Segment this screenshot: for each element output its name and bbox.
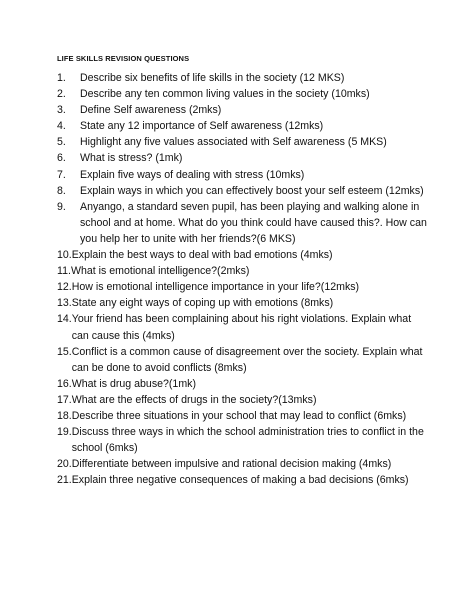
question-text xyxy=(72,311,467,343)
question-list xyxy=(57,70,467,488)
question-item xyxy=(57,134,467,150)
question-text-line: Anyango, a standard seven pupil, has been playing and walking alone in xyxy=(80,200,420,213)
question-number: 15. xyxy=(57,345,72,358)
question-item xyxy=(57,199,467,247)
question-text-line: Highlight any five values associated with Self awareness (5 MKS) xyxy=(80,136,387,149)
question-text-line: Explain five ways of dealing with stress (10mks) xyxy=(80,168,305,181)
question-text-line: can cause this (4mks) xyxy=(71,329,175,342)
question-number: 17. xyxy=(57,393,72,406)
question-text xyxy=(80,102,467,118)
question-item xyxy=(57,392,467,408)
question-item xyxy=(57,102,467,118)
question-item xyxy=(57,408,467,424)
question-text-line: Describe six benefits of life skills in the society (12 MKS) xyxy=(80,72,345,84)
question-text-line: Define Self awareness (2mks) xyxy=(80,104,222,117)
question-item xyxy=(57,279,467,295)
question-text-line: Discuss three ways in which the school administration tries to conflict in the xyxy=(71,426,424,439)
question-number: 16. xyxy=(57,377,72,390)
question-item xyxy=(57,183,467,199)
question-text-line: State any eight ways of coping up with emotions (8mks) xyxy=(71,297,334,310)
question-item xyxy=(57,167,467,183)
question-text-line: Conflict is a common cause of disagreement over the society. Explain what xyxy=(71,345,423,358)
question-text xyxy=(80,86,467,102)
question-text-line: Explain ways in which you can effectively boost your self esteem (12mks) xyxy=(80,184,424,197)
question-number: 1. xyxy=(57,72,66,84)
question-item xyxy=(57,150,467,166)
question-item xyxy=(57,263,467,279)
question-text-line: How is emotional intelligence importance in your life?(12mks) xyxy=(71,281,360,294)
question-number: 7. xyxy=(57,168,66,181)
question-item xyxy=(57,295,467,311)
question-item xyxy=(57,311,467,343)
question-text xyxy=(72,392,467,408)
question-text-line: What is stress? (1mk) xyxy=(80,152,183,165)
question-text xyxy=(72,295,467,311)
question-item xyxy=(57,344,467,376)
question-text-line: you help her to unite with her friends?(6 MKS) xyxy=(80,232,296,245)
question-text-line: Differentiate between impulsive and rational decision making (4mks) xyxy=(71,458,392,471)
question-text xyxy=(72,279,467,295)
question-text xyxy=(80,199,467,247)
question-text xyxy=(72,408,467,424)
question-number: 11. xyxy=(57,265,71,278)
question-text xyxy=(72,344,467,376)
question-item xyxy=(57,118,467,134)
question-text-line: school (6mks) xyxy=(71,442,138,455)
question-number: 9. xyxy=(57,200,66,213)
question-text xyxy=(80,167,467,183)
question-text xyxy=(80,183,467,199)
question-text-line: can be done to avoid conflicts (8mks) xyxy=(71,361,247,374)
question-text-line: Describe any ten common living values in the society (10mks) xyxy=(80,88,370,101)
question-text-line: State any 12 importance of Self awareness (12mks) xyxy=(80,120,324,133)
question-text-line: Explain the best ways to deal with bad emotions (4mks) xyxy=(71,249,333,262)
question-number: 19. xyxy=(57,426,72,439)
document-title: LIFE SKILLS REVISION QUESTIONS xyxy=(57,54,190,63)
question-text-line: Explain three negative consequences of making a bad decisions (6mks) xyxy=(71,474,409,487)
question-text xyxy=(80,118,467,134)
question-text xyxy=(72,247,467,263)
question-number: 13. xyxy=(57,297,72,310)
question-item xyxy=(57,456,467,472)
question-text xyxy=(80,134,467,150)
question-text xyxy=(72,424,467,456)
question-number: 18. xyxy=(57,409,72,422)
question-text-line: Your friend has been complaining about his right violations. Explain what xyxy=(71,313,412,326)
question-text xyxy=(72,376,467,392)
question-text xyxy=(80,150,467,166)
question-number: 12. xyxy=(57,281,72,294)
question-number: 3. xyxy=(57,104,66,117)
question-text-line: What are the effects of drugs in the society?(13mks) xyxy=(71,393,317,406)
question-text xyxy=(72,472,467,488)
question-item xyxy=(57,472,467,488)
question-text-line: What is drug abuse?(1mk) xyxy=(71,377,196,390)
question-number: 4. xyxy=(57,120,66,133)
question-number: 20. xyxy=(57,458,72,471)
question-item xyxy=(57,70,467,86)
question-text-line: Describe three situations in your school that may lead to conflict (6mks) xyxy=(71,409,407,422)
question-number: 14. xyxy=(57,313,72,326)
question-number: 21. xyxy=(57,474,72,487)
question-number: 10. xyxy=(57,249,72,262)
question-number: 8. xyxy=(57,184,66,197)
question-text-line: What is emotional intelligence?(2mks) xyxy=(71,265,250,278)
question-item xyxy=(57,247,467,263)
question-item xyxy=(57,86,467,102)
question-text xyxy=(80,70,467,86)
question-number: 6. xyxy=(57,152,66,165)
question-number: 2. xyxy=(57,88,66,101)
question-text-line: school and at home. What do you think could have caused this?. How can xyxy=(80,216,427,229)
question-item xyxy=(57,376,467,392)
question-number: 5. xyxy=(57,136,66,149)
question-text xyxy=(72,456,467,472)
question-text xyxy=(71,263,467,279)
question-item xyxy=(57,424,467,456)
